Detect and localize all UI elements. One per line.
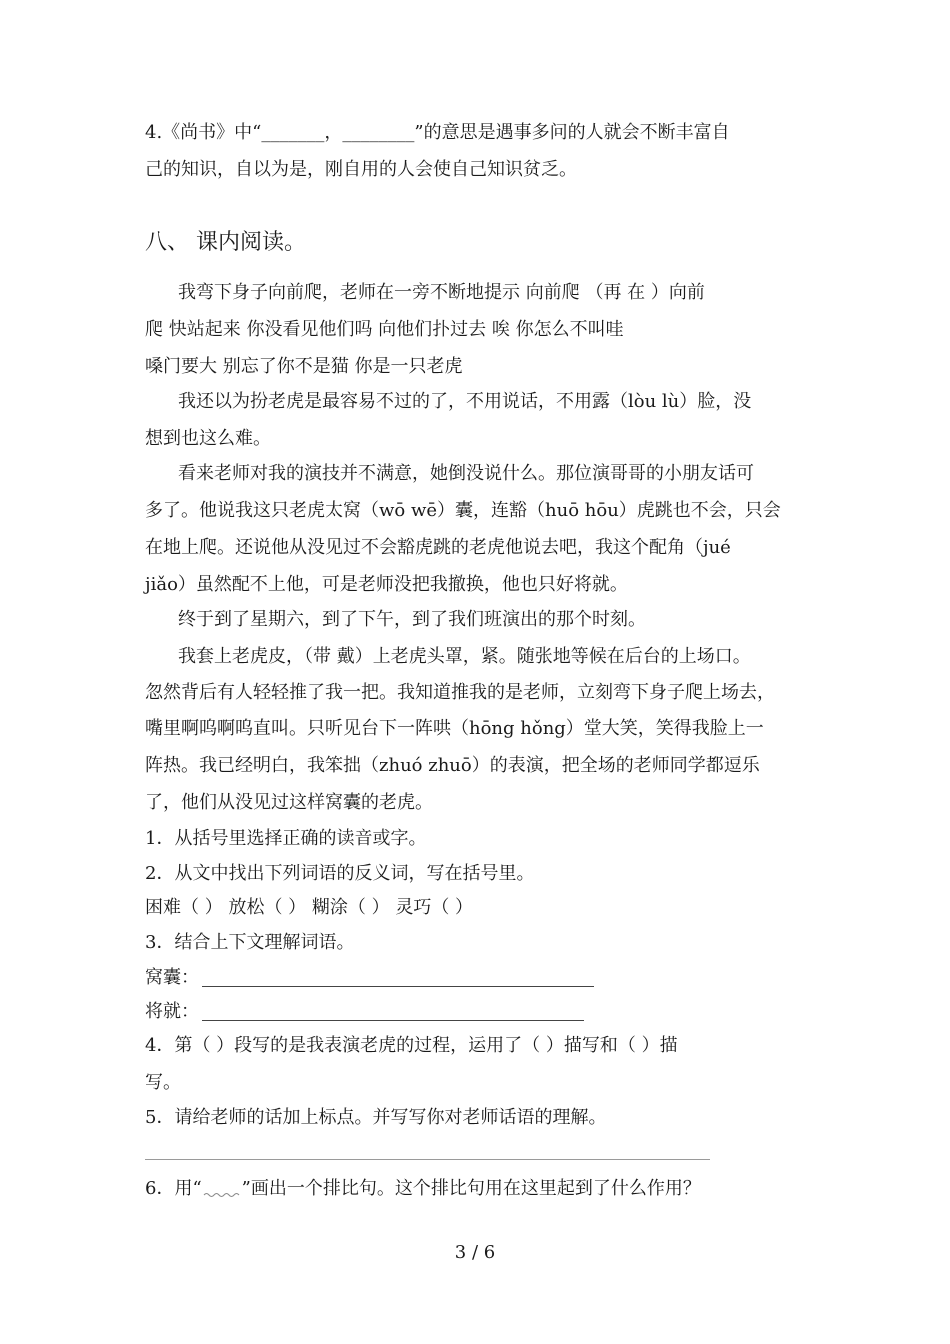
passage-line: 我弯下身子向前爬，老师在一旁不断地提示 向前爬 （再 在 ）向前 [178, 282, 705, 303]
question-4-line-1: 4．第（ ）段写的是我表演老虎的过程，运用了（ ）描写和（ ）描 [145, 1035, 678, 1056]
answer-line-5[interactable] [145, 1159, 710, 1160]
passage-line: 在地上爬。还说他从没见过不会豁虎跳的老虎他说去吧，我这个配角（jué [145, 537, 731, 558]
wavy-underline-icon [202, 1184, 242, 1198]
previous-question-line-2: 己的知识，自以为是，刚自用的人会使自己知识贫乏。 [145, 159, 577, 180]
question-4-line-2: 写。 [145, 1072, 181, 1093]
passage-line: 忽然背后有人轻轻推了我一把。我知道推我的是老师，立刻弯下身子爬上场去， [145, 682, 775, 703]
question-3-word-2: 将就： [145, 1001, 199, 1022]
passage-line: 终于到了星期六，到了下午，到了我们班演出的那个时刻。 [178, 609, 646, 630]
passage-line: 想到也这么难。 [145, 428, 271, 449]
passage-line: 嘴里啊呜啊呜直叫。只听见台下一阵哄（hōng hǒng）堂大笑，笑得我脸上一 [145, 718, 764, 739]
question-2-words: 困难（ ） 放松（ ） 糊涂（ ） 灵巧（ ） [145, 897, 474, 918]
passage-line: 我套上老虎皮，（带 戴）上老虎头罩，紧。随张地等候在后台的上场口。 [178, 646, 751, 667]
passage-line: 阵热。我已经明白，我笨拙（zhuó zhuō）的表演，把全场的老师同学都逗乐 [145, 755, 760, 776]
question-6-suffix: ”画出一个排比句。这个排比句用在这里起到了什么作用？ [241, 1178, 701, 1199]
question-3-word-1: 窝囊： [145, 967, 199, 988]
passage-line: jiǎo）虽然配不上他，可是老师没把我撤换，他也只好将就。 [145, 574, 628, 595]
passage-line: 了，他们从没见过这样窝囊的老虎。 [145, 792, 433, 813]
section-title: 八、 课内阅读。 [145, 230, 306, 255]
passage-line: 我还以为扮老虎是最容易不过的了，不用说话，不用露（lòu lù）脸，没 [178, 391, 752, 412]
question-5: 5．请给老师的话加上标点。并写写你对老师话语的理解。 [145, 1107, 607, 1128]
previous-question-line-1: 4.《尚书》中“_______，________”的意思是遇事多问的人就会不断丰富自 [145, 122, 730, 143]
question-2: 2．从文中找出下列词语的反义词，写在括号里。 [145, 863, 535, 884]
answer-line-2[interactable] [202, 1020, 584, 1021]
question-6-prefix: 6．用“ [145, 1178, 202, 1199]
passage-line: 嗓门要大 别忘了你不是猫 你是一只老虎 [145, 356, 463, 377]
passage-line: 爬 快站起来 你没看见他们吗 向他们扑过去 唉 你怎么不叫哇 [145, 319, 624, 340]
page-number: 3 / 6 [454, 1242, 496, 1263]
answer-line-1[interactable] [202, 986, 594, 987]
passage-line: 看来老师对我的演技并不满意，她倒没说什么。那位演哥哥的小朋友话可 [178, 463, 754, 484]
question-1: 1．从括号里选择正确的读音或字。 [145, 828, 427, 849]
question-3: 3．结合上下文理解词语。 [145, 932, 355, 953]
question-6 [145, 1177, 701, 1201]
passage-line: 多了。他说我这只老虎太窝（wō wē）囊，连豁（huō hōu）虎跳也不会，只会 [145, 500, 781, 521]
